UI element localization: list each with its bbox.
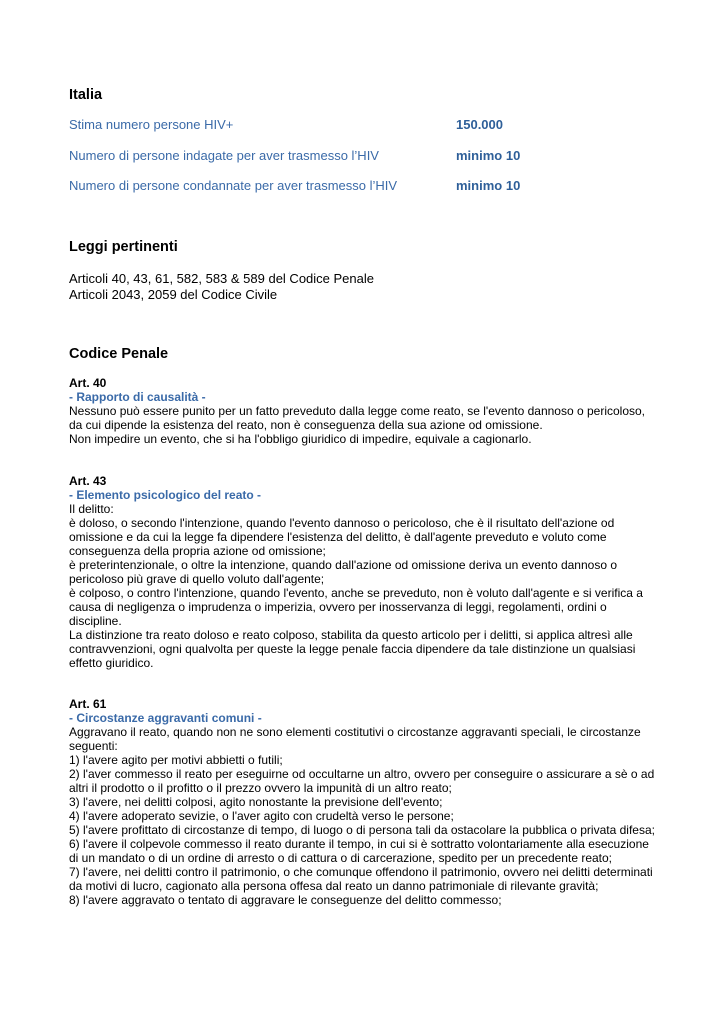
law-line: Articoli 40, 43, 61, 582, 583 & 589 del Codice Penale [69, 271, 374, 286]
article-paragraph: 7) l'avere, nei delitti contro il patrimonio, o che comunque offendono il patrimonio, ovvero nei delitti determinati da motivi di lucro, cagionato alla persona offesa dal reato un danno patrimoniale di rilevante gravità; [69, 865, 653, 893]
article-number: Art. 61 [69, 697, 107, 711]
laws-heading: Leggi pertinenti [69, 239, 178, 255]
article-paragraph: è doloso, o secondo l'intenzione, quando l'evento dannoso o pericoloso, che è il risultato dell'azione od omissione e da cui la legge fa dipendere l'esistenza del delitto, è dall'agente preveduto e voluto come conseguenza della propria azione od omissione; [69, 516, 615, 558]
stat-label: Stima numero persone HIV+ [69, 117, 234, 132]
stat-row-convicted [69, 177, 669, 195]
stat-row-hiv-estimate [69, 116, 669, 134]
stat-value: 150.000 [456, 117, 503, 132]
article-body [69, 404, 659, 446]
article-paragraph: Non impedire un evento, che si ha l'obbligo giuridico di impedire, equivale a cagionarlo. [69, 432, 532, 446]
country-heading: Italia [69, 87, 103, 103]
article-title: - Elemento psicologico del reato - [69, 488, 262, 502]
laws-list [69, 271, 374, 303]
article-title: - Rapporto di causalità - [69, 390, 206, 404]
article-paragraph: 4) l'avere adoperato sevizie, o l'aver agito con crudeltà verso le persone; [69, 809, 454, 823]
stat-row-investigated [69, 147, 669, 165]
article-paragraph: 6) l'avere il colpevole commesso il reato durante il tempo, in cui si è sottratto volontariamente alla esecuzione di un mandato o di un ordine di arresto o di cattura o di carcerazione, spedito per un precedente reato; [69, 837, 649, 865]
stat-label: Numero di persone condannate per aver trasmesso l’HIV [69, 178, 398, 193]
article-paragraph: Il delitto: [69, 502, 114, 516]
article-title: - Circostanze aggravanti comuni - [69, 711, 262, 725]
penal-code-heading: Codice Penale [69, 346, 169, 362]
article-paragraph: 1) l'avere agito per motivi abbietti o futili; [69, 753, 283, 767]
article-number: Art. 40 [69, 376, 107, 390]
article-paragraph: 2) l'aver commesso il reato per eseguirne od occultarne un altro, ovvero per conseguire o assicurare a sè o ad altri il prodotto o il profitto o il prezzo ovvero la impunità di un altro reato; [69, 767, 655, 795]
article-paragraph: è colposo, o contro l'intenzione, quando l'evento, anche se preveduto, non è voluto dall'agente e si verifica a causa di negligenza o imprudenza o imperizia, ovvero per inosservanza di leggi, regolamenti, ordini o discipline. [69, 586, 643, 628]
article-paragraph: Aggravano il reato, quando non ne sono elementi costitutivi o circostanze aggravanti speciali, le circostanze seguenti: [69, 725, 641, 753]
stat-label: Numero di persone indagate per aver trasmesso l’HIV [69, 148, 379, 163]
article-43 [69, 474, 659, 670]
article-body [69, 502, 659, 670]
article-40 [69, 376, 659, 446]
law-line: Articoli 2043, 2059 del Codice Civile [69, 287, 278, 302]
article-paragraph: 5) l'avere profittato di circostanze di tempo, di luogo o di persona tali da ostacolare la pubblica o privata difesa; [69, 823, 655, 837]
stat-value: minimo 10 [456, 178, 521, 193]
article-paragraph: 3) l'avere, nei delitti colposi, agito nonostante la previsione dell'evento; [69, 795, 443, 809]
article-paragraph: Nessuno può essere punito per un fatto preveduto dalla legge come reato, se l'evento dannoso o pericoloso, da cui dipende la esistenza del reato, non è conseguenza della sua azione od omissione. [69, 404, 646, 432]
article-body [69, 725, 659, 907]
article-number: Art. 43 [69, 474, 107, 488]
article-61 [69, 697, 659, 907]
article-paragraph: La distinzione tra reato doloso e reato colposo, stabilita da questo articolo per i delitti, si applica altresì alle contravvenzioni, ogni qualvolta per queste la legge penale faccia dipendere da tale distinzione un qualsiasi effetto giuridico. [69, 628, 636, 670]
article-paragraph: 8) l'avere aggravato o tentato di aggravare le conseguenze del delitto commesso; [69, 893, 502, 907]
article-paragraph: è preterintenzionale, o oltre la intenzione, quando dall'azione od omissione deriva un evento dannoso o pericoloso più grave di quello voluto dall'agente; [69, 558, 618, 586]
stat-value: minimo 10 [456, 148, 521, 163]
